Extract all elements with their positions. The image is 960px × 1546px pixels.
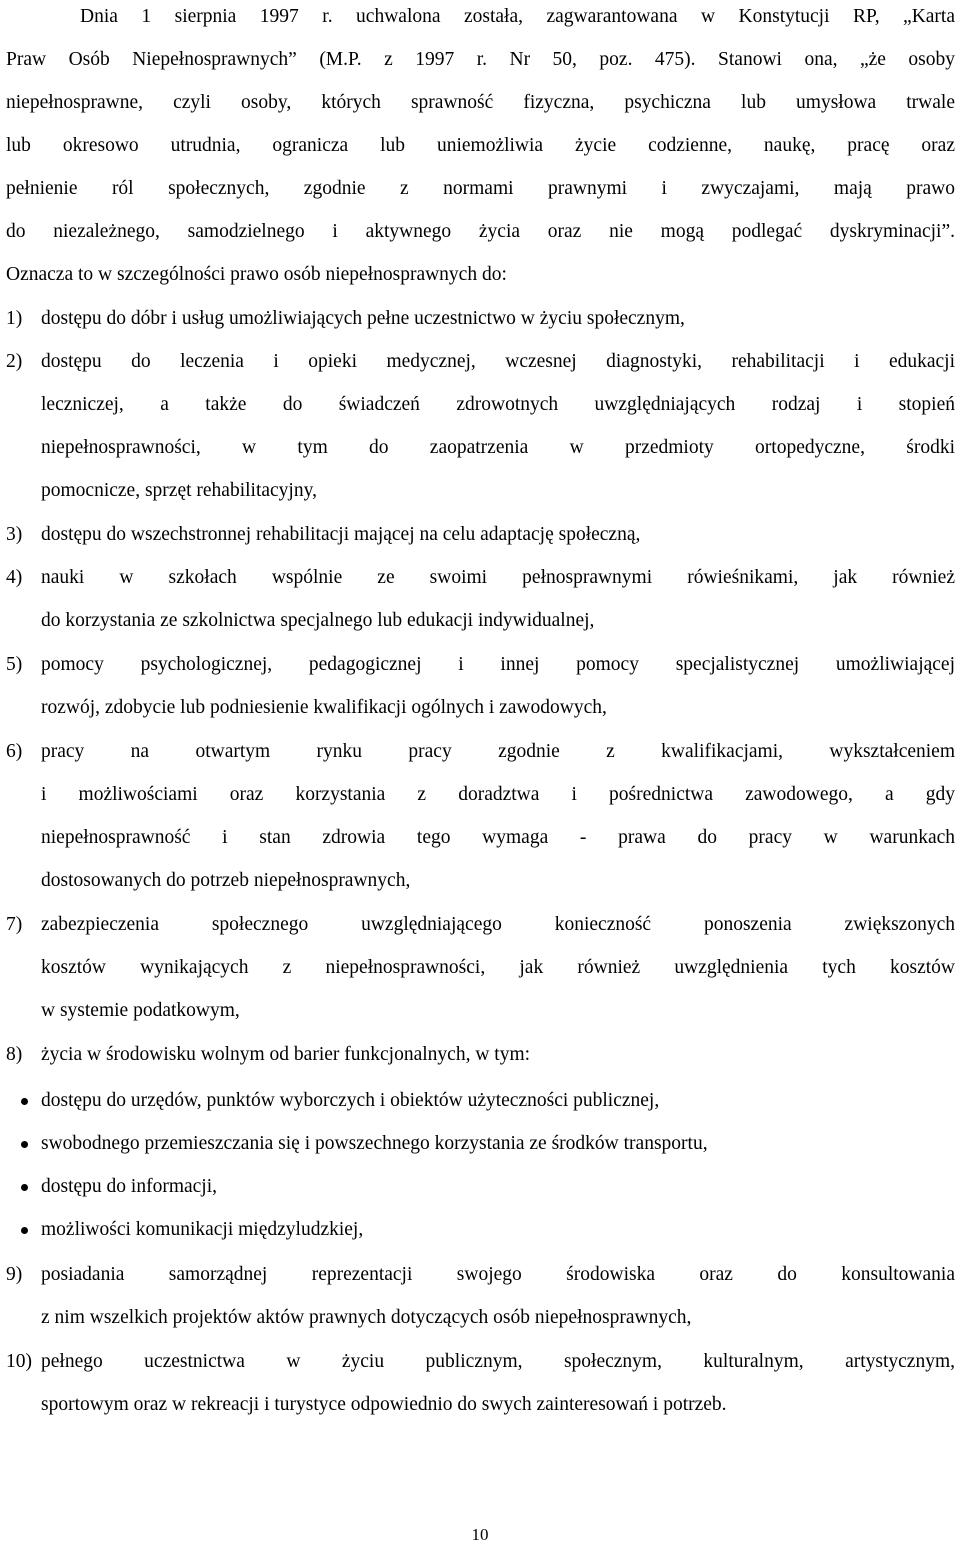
list-item-line: dostosowanych do potrzeb niepełnosprawnych,	[41, 870, 411, 891]
list-item-line: do korzystania ze szkolnictwa specjalnego lub edukacji indywidualnej,	[41, 610, 595, 631]
list-item-line: z nim wszelkich projektów aktów prawnych dotyczących osób niepełnosprawnych,	[41, 1307, 692, 1328]
intro-line: Dnia 1 sierpnia 1997 r. uchwalona została, zagwarantowana w Konstytucji RP, „Karta	[80, 6, 955, 27]
list-item-number: 2)	[6, 351, 23, 372]
list-item-line: dostępu do wszechstronnej rehabilitacji mającej na celu adaptację społeczną,	[41, 524, 641, 545]
bullet-icon	[21, 1227, 28, 1234]
intro-line: niepełnosprawne, czyli osoby, których sprawność fizyczna, psychiczna lub umysłowa trwale	[6, 92, 955, 113]
bullet-icon	[21, 1098, 28, 1105]
list-item-line: dostępu do dóbr i usług umożliwiających pełne uczestnictwo w życiu społecznym,	[41, 308, 685, 329]
list-item-number: 5)	[6, 654, 23, 675]
list-item-line: pracy na otwartym rynku pracy zgodnie z kwalifikacjami, wykształceniem	[41, 741, 955, 762]
list-item-number: 6)	[6, 741, 23, 762]
list-item-line: niepełnosprawność i stan zdrowia tego wymaga - prawa do pracy w warunkach	[41, 827, 955, 848]
bullet-item: dostępu do urzędów, punktów wyborczych i obiektów użyteczności publicznej,	[41, 1090, 660, 1111]
intro-line: Oznacza to w szczególności prawo osób niepełnosprawnych do:	[6, 264, 507, 285]
list-item-line: posiadania samorządnej reprezentacji swojego środowiska oraz do konsultowania	[41, 1264, 955, 1285]
list-item-line: pełnego uczestnictwa w życiu publicznym, społecznym, kulturalnym, artystycznym,	[41, 1351, 955, 1372]
page-number: 10	[471, 1525, 489, 1544]
list-item-number: 1)	[6, 308, 23, 329]
list-item-number: 7)	[6, 914, 23, 935]
bullet-item: dostępu do informacji,	[41, 1176, 218, 1197]
list-item-line: leczniczej, a także do świadczeń zdrowotnych uwzględniających rodzaj i stopień	[41, 394, 955, 415]
list-item-line: sportowym oraz w rekreacji i turystyce odpowiednio do swych zainteresowań i potrzeb.	[41, 1394, 727, 1415]
bullet-icon	[21, 1141, 28, 1148]
list-item-line: i możliwościami oraz korzystania z doradztwa i pośrednictwa zawodowego, a gdy	[41, 784, 955, 805]
bullet-item: możliwości komunikacji międzyludzkiej,	[41, 1219, 364, 1240]
bullet-item: swobodnego przemieszczania się i powszechnego korzystania ze środków transportu,	[41, 1133, 708, 1154]
list-item-line: pomocy psychologicznej, pedagogicznej i innej pomocy specjalistycznej umożliwiającej	[41, 654, 955, 675]
intro-line: lub okresowo utrudnia, ogranicza lub uniemożliwia życie codzienne, naukę, pracę oraz	[6, 135, 955, 156]
list-item-line: rozwój, zdobycie lub podniesienie kwalifikacji ogólnych i zawodowych,	[41, 697, 607, 718]
list-item-line: życia w środowisku wolnym od barier funkcjonalnych, w tym:	[41, 1044, 531, 1065]
list-item-line: zabezpieczenia społecznego uwzględniającego konieczność ponoszenia zwiększonych	[41, 914, 955, 935]
intro-line: do niezależnego, samodzielnego i aktywnego życia oraz nie mogą podlegać dyskryminacji”.	[6, 221, 955, 242]
intro-line: pełnienie ról społecznych, zgodnie z normami prawnymi i zwyczajami, mają prawo	[6, 178, 955, 199]
bullet-icon	[21, 1184, 28, 1191]
list-item-number: 9)	[6, 1264, 23, 1285]
list-item-line: niepełnosprawności, w tym do zaopatrzenia w przedmioty ortopedyczne, środki	[41, 437, 955, 458]
list-item-line: w systemie podatkowym,	[41, 1000, 240, 1021]
list-item-line: pomocnicze, sprzęt rehabilitacyjny,	[41, 480, 317, 501]
list-item-number: 4)	[6, 567, 23, 588]
list-item-number: 10)	[6, 1351, 32, 1372]
list-item-line: dostępu do leczenia i opieki medycznej, wczesnej diagnostyki, rehabilitacji i edukacji	[41, 351, 955, 372]
list-item-line: nauki w szkołach wspólnie ze swoimi pełnosprawnymi rówieśnikami, jak również	[41, 567, 955, 588]
list-item-number: 3)	[6, 524, 23, 545]
list-item-line: kosztów wynikających z niepełnosprawności, jak również uwzględnienia tych kosztów	[41, 957, 955, 978]
list-item-number: 8)	[6, 1044, 23, 1065]
intro-line: Praw Osób Niepełnosprawnych” (M.P. z 1997 r. Nr 50, poz. 475). Stanowi ona, „że osoby	[6, 49, 955, 70]
